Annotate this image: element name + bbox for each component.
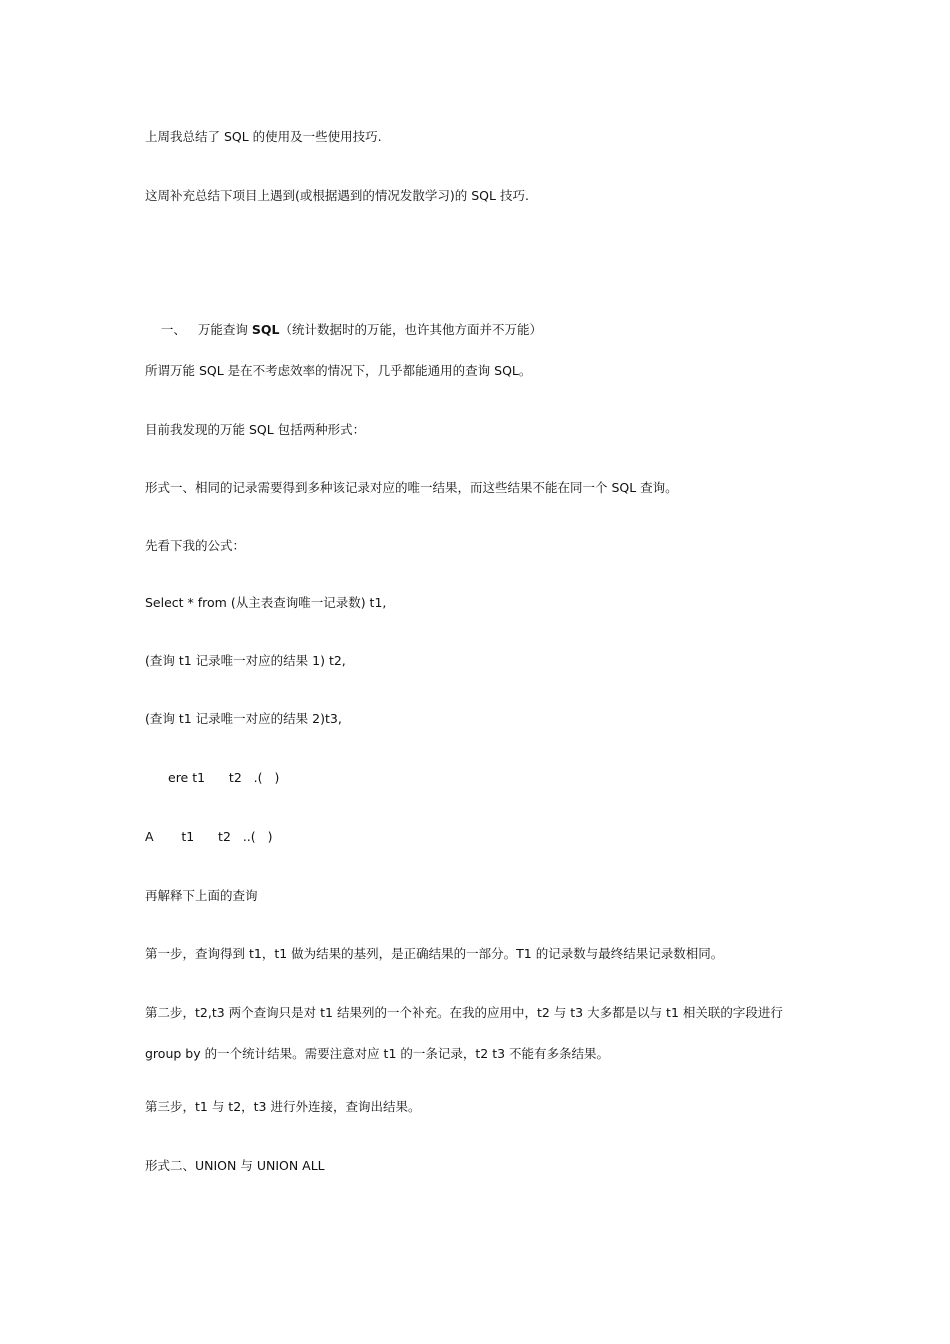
section-title-bold: SQL (251, 322, 280, 337)
section-1-heading (145, 303, 825, 357)
paragraph-1: 所谓万能 SQL 是在不考虑效率的情况下，几乎都能通用的查询 SQL。 (145, 363, 532, 378)
explain-step-2: 第二步，t2,t3 两个查询只是对 t1 结果列的一个补充。在我的应用中，t2 与 t3 大多都是以与 t1 相关联的字段进行 group by 的一个统计结果。需要注意对应 t1 的一条记录，t2 t3 不能有多条结果。 (145, 1005, 783, 1061)
formula-line-4: ere t1 t2 .( ) (168, 770, 280, 785)
formula-line-5: A t1 t2 ..( ) (145, 829, 273, 844)
paragraph-3: 形式一、相同的记录需要得到多种该记录对应的唯一结果，而这些结果不能在同一个 SQL 查询。 (145, 480, 678, 495)
paragraph-4: 先看下我的公式： (145, 538, 246, 553)
formula-line-3: (查询 t1 记录唯一对应的结果 2)t3, (145, 711, 342, 726)
explain-step-1: 第一步，查询得到 t1，t1 做为结果的基列，是正确结果的一部分。T1 的记录数与最终结果记录数相同。 (145, 946, 724, 961)
formula-line-1: Select * from (从主表查询唯一记录数) t1, (145, 595, 387, 610)
section-title-prefix: 万能查询 (197, 322, 252, 337)
formula-line-2: (查询 t1 记录唯一对应的结果 1) t2, (145, 653, 346, 668)
intro-line-1: 上周我总结了 SQL 的使用及一些使用技巧. (145, 129, 382, 144)
explain-step-3: 第三步，t1 与 t2，t3 进行外连接，查询出结果。 (145, 1099, 421, 1114)
form-2-heading: 形式二、UNION 与 UNION ALL (145, 1158, 325, 1173)
paragraph-2: 目前我发现的万能 SQL 包括两种形式： (145, 422, 366, 437)
section-title-suffix: （统计数据时的万能，也许其他方面并不万能） (279, 322, 542, 337)
explain-heading: 再解释下上面的查询 (145, 888, 258, 903)
intro-line-2: 这周补充总结下项目上遇到(或根据遇到的情况发散学习)的 SQL 技巧. (145, 188, 529, 203)
section-number: 一、 (160, 322, 186, 337)
